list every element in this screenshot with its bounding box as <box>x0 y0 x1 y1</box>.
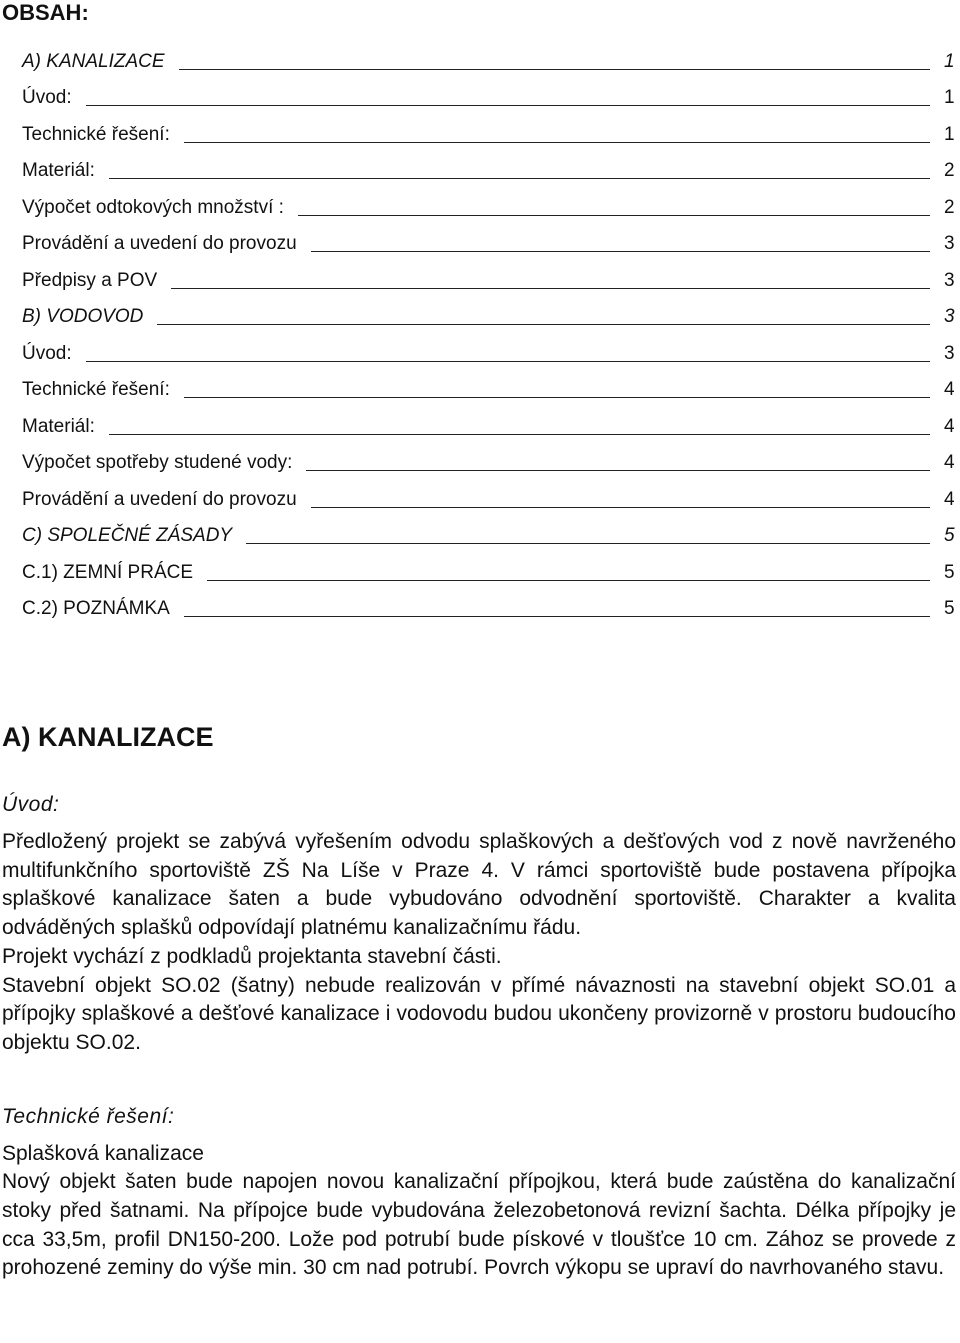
toc-entry-page: 4 <box>944 415 955 437</box>
toc-entry-page: 5 <box>944 561 955 583</box>
intro-paragraph-3: Stavební objekt SO.02 (šatny) nebude realizován v přímé návaznosti na stavební objekt SO.01 a přípojky splaškové a dešťové kanalizace i vodovodu budou ukončeny provizorně v prostoru budoucího objektu SO.02. <box>2 973 956 1054</box>
toc-entry-label: Materiál: <box>22 160 95 181</box>
toc-entry-label: Materiál: <box>22 415 95 437</box>
toc-entry-page: 5 <box>944 598 955 619</box>
technical-paragraph: Nový objekt šaten bude napojen novou kanalizační přípojkou, která bude zaústěna do kanalizační stoky před šatnami. Na přípojce bude vybudována železobetonová revizní šachta. Délka přípojky je cca 33,5m, profil DN150-200. Lože pod potrubí bude pískové v tloušťce 10 cm. Zához se provede z prohozené zeminy do výše min. 30 cm nad potrubí. Povrch výkopu se upraví do navrhovaného stavu. <box>2 1170 956 1280</box>
toc-entry[interactable] <box>22 182 954 219</box>
technical-subheading: Splašková kanalizace <box>2 1141 204 1165</box>
toc-entry-label: C) SPOLEČNÉ ZÁSADY <box>22 525 233 546</box>
toc-entry-page: 4 <box>944 488 955 510</box>
toc-entry-label: Technické řešení: <box>22 123 170 145</box>
table-of-contents <box>22 36 954 620</box>
toc-entry-label: A) KANALIZACE <box>22 50 165 72</box>
toc-entry[interactable] <box>22 73 954 110</box>
toc-entry-label: B) VODOVOD <box>22 306 144 327</box>
toc-entry[interactable] <box>22 474 954 511</box>
toc-entry[interactable] <box>22 438 954 475</box>
intro-paragraph-1: Předložený projekt se zabývá vyřešením odvodu splaškových a dešťových vod z nově navrženého multifunkčního sportoviště ZŠ Na Líše v Praze 4. V rámci sportoviště bude postavena přípojka splaškové kanalizace šaten a bude vybudováno odvodnění sportoviště. Charakter a kvalita odváděných splašků odpovídají platnému kanalizačnímu řádu. <box>2 830 956 940</box>
toc-entry-label: Provádění a uvedení do provozu <box>22 488 297 510</box>
toc-entry-page: 2 <box>944 160 955 181</box>
toc-entry[interactable] <box>22 328 954 365</box>
toc-leader-line <box>306 469 930 471</box>
toc-entry-page: 3 <box>944 306 955 327</box>
toc-leader-line <box>171 287 930 289</box>
toc-leader-line <box>184 141 930 143</box>
toc-entry-page: 3 <box>944 342 955 364</box>
toc-entry[interactable] <box>22 547 954 584</box>
toc-entry[interactable] <box>22 365 954 402</box>
toc-entry-page: 3 <box>944 233 955 254</box>
toc-entry[interactable] <box>22 36 954 73</box>
toc-leader-line <box>246 542 930 544</box>
toc-entry[interactable] <box>22 292 954 329</box>
toc-entry[interactable] <box>22 511 954 548</box>
toc-entry[interactable] <box>22 146 954 183</box>
section-heading: A) KANALIZACE <box>2 722 214 752</box>
toc-leader-line <box>157 323 930 325</box>
toc-entry-label: C.2) POZNÁMKA <box>22 598 170 619</box>
toc-leader-line <box>86 360 930 362</box>
toc-leader-line <box>311 250 930 252</box>
toc-leader-line <box>207 579 930 581</box>
toc-leader-line <box>86 104 930 106</box>
toc-entry-label: Úvod: <box>22 342 72 364</box>
toc-entry-label: Technické řešení: <box>22 379 170 400</box>
toc-leader-line <box>311 506 930 508</box>
toc-entry-label: Výpočet spotřeby studené vody: <box>22 452 293 473</box>
toc-entry-label: Provádění a uvedení do provozu <box>22 233 297 254</box>
toc-entry-page: 4 <box>944 379 955 400</box>
toc-leader-line <box>184 396 930 398</box>
toc-entry-page: 1 <box>944 50 955 72</box>
toc-title: OBSAH: <box>2 0 89 25</box>
toc-entry[interactable] <box>22 584 954 621</box>
toc-entry-page: 5 <box>944 525 955 546</box>
toc-leader-line <box>109 433 930 435</box>
toc-entry-page: 1 <box>944 87 955 108</box>
main-content <box>2 720 956 1283</box>
toc-entry-label: Předpisy a POV <box>22 269 158 291</box>
toc-entry-label: Úvod: <box>22 87 72 108</box>
toc-entry[interactable] <box>22 219 954 256</box>
intro-paragraph-2: Projekt vychází z podkladů projektanta stavební části. <box>2 944 502 968</box>
toc-entry-page: 2 <box>944 196 955 218</box>
toc-leader-line <box>109 177 930 179</box>
toc-entry-page: 3 <box>944 269 955 291</box>
toc-entry[interactable] <box>22 401 954 438</box>
toc-leader-line <box>179 68 930 70</box>
toc-leader-line <box>184 615 930 617</box>
toc-entry-page: 1 <box>944 123 955 145</box>
toc-entry[interactable] <box>22 255 954 292</box>
toc-entry-label: Výpočet odtokových množství : <box>22 196 284 218</box>
technical-heading: Technické řešení: <box>2 1104 175 1128</box>
toc-entry-label: C.1) ZEMNÍ PRÁCE <box>22 561 194 583</box>
intro-heading: Úvod: <box>2 793 60 816</box>
toc-entry-page: 4 <box>944 452 955 473</box>
toc-entry[interactable] <box>22 109 954 146</box>
toc-leader-line <box>298 214 930 216</box>
